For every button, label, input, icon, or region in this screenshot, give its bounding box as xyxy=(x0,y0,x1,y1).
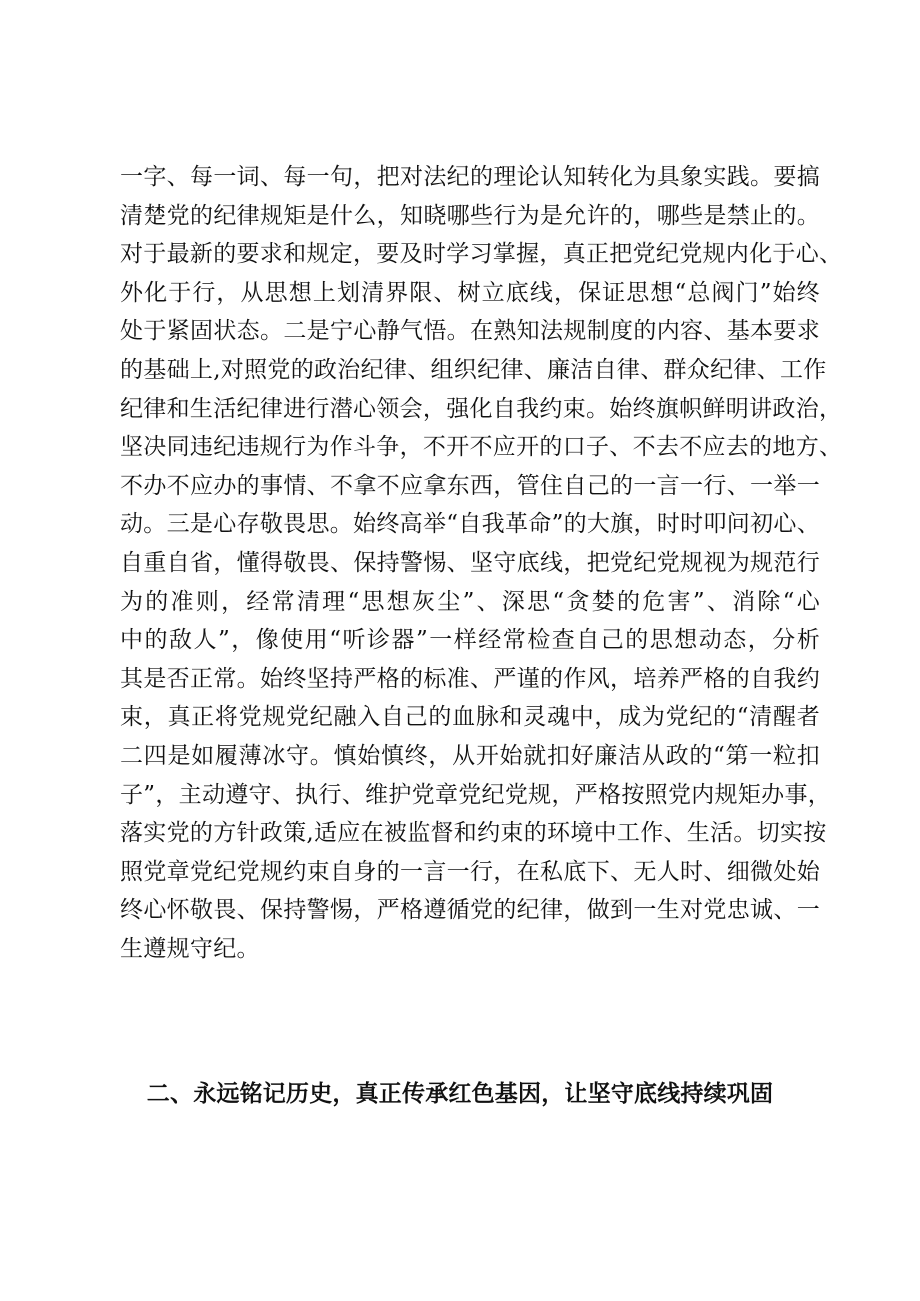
paragraph-line: 为的准则，经常清理“思想灰尘”、深思“贪婪的危害”、消除“心 xyxy=(120,588,820,615)
paragraph-line: 其是否正常。始终坚持严格的标准、严谨的作风，培养严格的自我约 xyxy=(120,665,820,692)
paragraph-line: 坚决同违纪违规行为作斗争，不开不应开的口子、不去不应去的地方、 xyxy=(120,434,843,461)
paragraph-line: 处于紧固状态。二是宁心静气悟。在熟知法规制度的内容、基本要求 xyxy=(120,318,820,345)
paragraph-line: 一字、每一词、每一句，把对法纪的理论认知转化为具象实践。要搞 xyxy=(120,164,820,190)
paragraph-line: 二四是如履薄冰守。慎始慎终，从开始就扣好廉洁从政的“第一粒扣 xyxy=(120,742,820,769)
paragraph-line: 束，真正将党规党纪融入自己的血脉和灵魂中，成为党纪的“清醒者 xyxy=(120,704,820,731)
paragraph-line: 清楚党的纪律规矩是什么，知晓哪些行为是允许的，哪些是禁止的。 xyxy=(120,202,820,229)
paragraph-line: 对于最新的要求和规定，要及时学习掌握，真正把党纪党规内化于心、 xyxy=(120,241,843,268)
paragraph-line: 动。三是心存敬畏思。始终高举“自我革命”的大旗，时时叩问初心、 xyxy=(120,511,820,538)
paragraph-line: 落实党的方针政策,适应在被监督和约束的环境中工作、生活。切实按 xyxy=(120,820,827,847)
paragraph-last-line: 生遵规守纪。 xyxy=(120,935,260,962)
paragraph-line: 自重自省，懂得敬畏、保持警惕、坚守底线，把党纪党规视为规范行 xyxy=(120,549,820,576)
paragraph-line: 纪律和生活纪律进行潜心领会，强化自我约束。始终旗帜鲜明讲政治， xyxy=(120,395,843,422)
paragraph-line: 照党章党纪党规约束自身的一言一行，在私底下、无人时、细微处始 xyxy=(120,858,820,885)
paragraph-line: 的基础上,对照党的政治纪律、组织纪律、廉洁自律、群众纪律、工作 xyxy=(120,356,827,383)
paragraph-line: 终心怀敬畏、保持警惕，严格遵循党的纪律，做到一生对党忠诚、一 xyxy=(120,897,820,924)
section-heading: 二、永远铭记历史，真正传承红色基因，让坚守底线持续巩固 xyxy=(146,1081,774,1107)
paragraph-line: 子”，主动遵守、执行、维护党章党纪党规，严格按照党内规矩办事， xyxy=(120,781,832,808)
paragraph-line: 中的敌人”，像使用“听诊器”一样经常检查自己的思想动态，分析 xyxy=(120,627,820,654)
body-paragraph xyxy=(120,158,843,968)
paragraph-line: 不办不应办的事情、不拿不应拿东西，管住自己的一言一行、一举一 xyxy=(120,472,820,499)
paragraph-line: 外化于行，从思想上划清界限、树立底线，保证思想“总阀门”始终 xyxy=(120,279,820,306)
